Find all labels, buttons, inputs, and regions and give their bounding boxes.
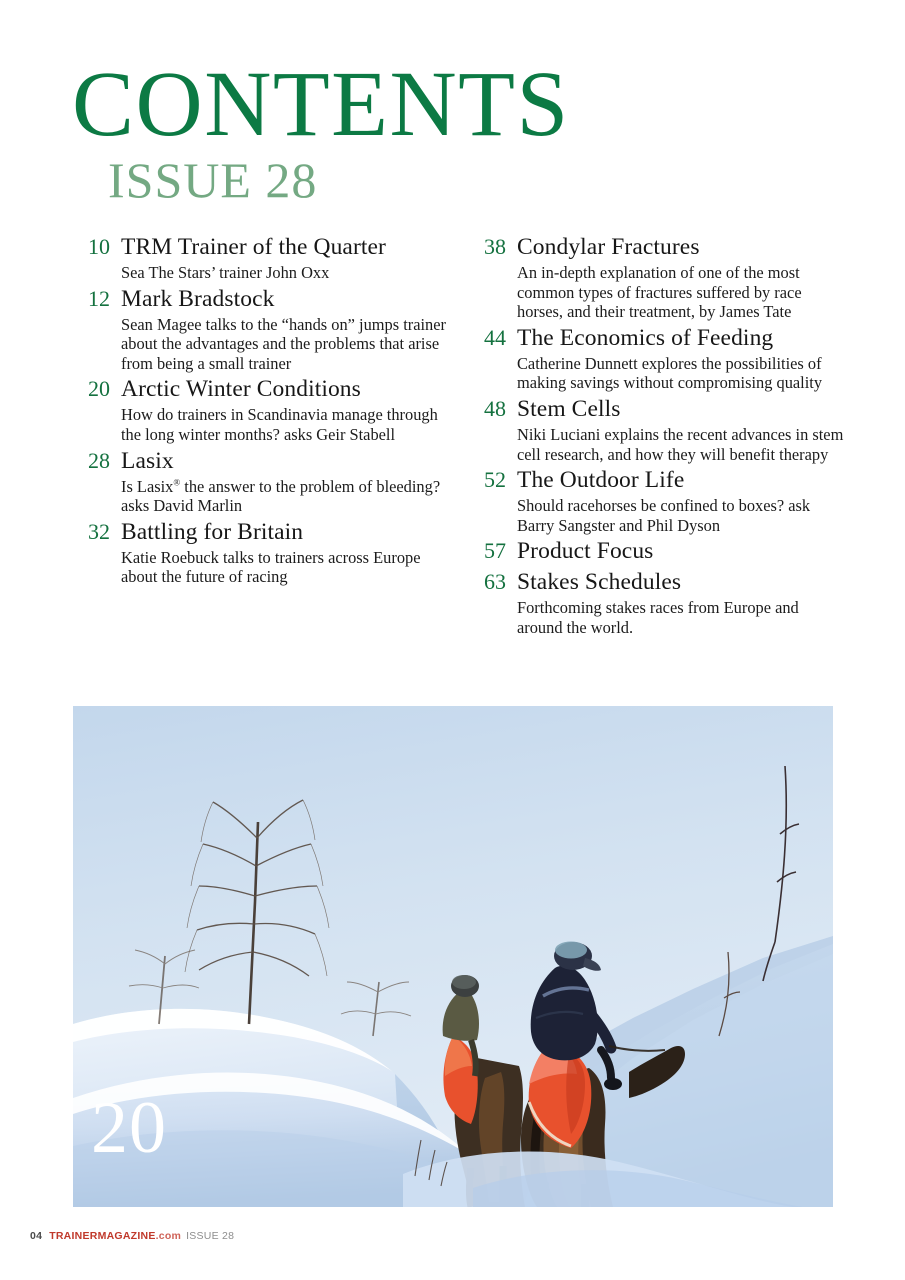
table-of-contents (66, 232, 844, 639)
toc-description-part: Is Lasix (121, 476, 174, 496)
toc-entry[interactable] (462, 394, 844, 464)
toc-entry-title: Mark Bradstock (121, 285, 275, 312)
toc-entry[interactable] (462, 536, 844, 566)
toc-entry[interactable] (66, 517, 448, 587)
toc-entry-body (517, 567, 844, 637)
toc-entry-title: Lasix (121, 447, 174, 474)
footer (30, 1230, 234, 1242)
toc-entry-body (121, 374, 448, 444)
toc-entry[interactable] (462, 323, 844, 393)
masthead (72, 53, 832, 208)
toc-entry-description: Sea The Stars’ trainer John Oxx (121, 263, 330, 282)
toc-entry-description: Should racehorses be confined to boxes? ask Barry Sangster and Phil Dyson (517, 496, 811, 535)
toc-entry-title: The Economics of Feeding (517, 324, 774, 351)
toc-entry-page: 63 (484, 569, 506, 595)
toc-entry-title: Stem Cells (517, 395, 621, 422)
toc-entry-description: Katie Roebuck talks to trainers across Europe about the future of racing (121, 547, 421, 587)
toc-left-column (66, 232, 448, 639)
toc-entry-description (121, 476, 448, 516)
page-title: CONTENTS (72, 53, 570, 156)
toc-entry-title: The Outdoor Life (517, 467, 685, 494)
footer-page-number: 04 (30, 1230, 43, 1242)
toc-entry-body (121, 284, 448, 374)
toc-entry-page: 28 (88, 447, 110, 473)
footer-domain-suffix: .com (155, 1230, 182, 1242)
toc-entry-description: Catherine Dunnett explores the possibilities of making savings without compromising quality (517, 353, 823, 393)
toc-entry-title: Product Focus (517, 538, 654, 565)
footer-issue: ISSUE 28 (186, 1230, 235, 1242)
toc-entry[interactable] (66, 232, 448, 283)
toc-entry-body (517, 232, 844, 322)
toc-entry-title: TRM Trainer of the Quarter (121, 234, 386, 260)
toc-entry-page: 10 (88, 234, 110, 259)
stirrup (604, 1078, 622, 1090)
toc-entry[interactable] (462, 232, 844, 322)
toc-entry-page: 38 (484, 234, 506, 259)
toc-entry-body (121, 232, 448, 283)
toc-entry-page: 12 (88, 285, 110, 311)
winter-riders-illustration (73, 706, 833, 1207)
helmet-silk-highlight (555, 942, 587, 959)
toc-entry[interactable] (66, 374, 448, 444)
toc-entry-description: Forthcoming stakes races from Europe and around the world. (517, 598, 799, 637)
toc-entry-body (517, 465, 844, 535)
toc-entry-body (517, 536, 844, 566)
toc-entry-page: 44 (484, 324, 506, 350)
toc-entry-description: Sean Magee talks to the “hands on” jumps trainer about the advantages and the problems that arise from being a small trainer (121, 314, 446, 373)
toc-right-column (462, 232, 844, 639)
toc-entry-page: 20 (88, 376, 110, 402)
registered-trademark-icon: ® (173, 477, 181, 488)
toc-entry-page: 52 (484, 467, 506, 493)
issue-subtitle: ISSUE 28 (108, 151, 318, 208)
toc-entry[interactable] (66, 284, 448, 374)
toc-entry-description: An in-depth explanation of one of the most common types of fractures suffered by race horses, and their treatment, by James Tate (517, 263, 802, 322)
toc-entry-body (517, 323, 844, 393)
toc-entry-body (517, 394, 844, 464)
toc-entry[interactable] (462, 567, 844, 637)
toc-entry[interactable] (462, 465, 844, 535)
toc-entry-body (121, 517, 448, 587)
toc-entry-title: Arctic Winter Conditions (121, 376, 361, 403)
toc-entry-page: 48 (484, 395, 506, 421)
footer-brand: TRAINERMAGAZINE (49, 1230, 156, 1242)
toc-entry-page: 32 (88, 518, 110, 544)
photo-page-number: 20 (91, 1087, 167, 1169)
toc-description-part: the answer to the problem of bleeding? asks David Marlin (121, 476, 441, 516)
toc-entry-body (121, 446, 448, 516)
toc-entry-title: Stakes Schedules (517, 569, 682, 596)
toc-entry-title: Condylar Fractures (517, 234, 700, 260)
toc-entry-title: Battling for Britain (121, 518, 304, 545)
feature-photo (73, 706, 833, 1207)
toc-entry[interactable] (66, 446, 448, 516)
toc-entry-description: How do trainers in Scandinavia manage through the long winter months? asks Geir Stabell (121, 405, 438, 444)
toc-entry-page: 57 (484, 538, 506, 564)
toc-entry-description: Niki Luciani explains the recent advances in stem cell research, and how they will benefit therapy (517, 424, 844, 464)
